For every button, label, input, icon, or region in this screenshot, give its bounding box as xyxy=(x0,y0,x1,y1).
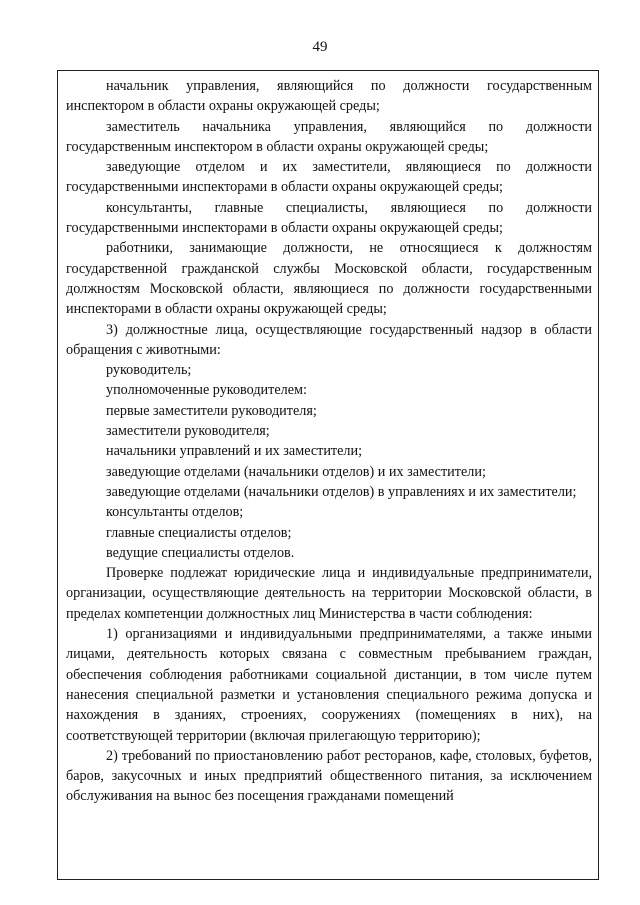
list-item: главные специалисты отделов; xyxy=(106,524,292,541)
paragraph: 3) должностные лица, осуществляющие государственный надзор в области обращения с животными: xyxy=(66,321,592,358)
list-item: начальники управлений и их заместители; xyxy=(106,443,363,460)
paragraph: 1) организациями и индивидуальными предпринимателями, а также иными лицами, деятельность которых связана с совместным пребыванием граждан, обеспечения соблюдения работниками социальной дистанции, в том числе путем нанесения специальной разметки и установления специального режима допуска и нахождения в зданиях, строениях, сооружениях (помещениях в них), на соответствующей территории (включая прилегающую территорию); xyxy=(66,626,592,744)
paragraph: консультанты, главные специалисты, являющиеся по должности государственными инспекторами в области охраны окружающей среды; xyxy=(66,199,592,237)
list-item: заместители руководителя; xyxy=(106,423,270,440)
list-item: первые заместители руководителя; xyxy=(106,402,317,419)
list-item: уполномоченные руководителем: xyxy=(106,382,307,399)
page-number: 49 xyxy=(312,39,328,55)
paragraph: работники, занимающие должности, не относящиеся к должностям государственной гражданской службы Московской области, государственным должностям Московской области, являющиеся по должности государственными инспекторами в области охраны окружающей среды; xyxy=(66,240,592,318)
list-item: руководитель; xyxy=(106,362,192,379)
list-item: консультанты отделов; xyxy=(106,504,244,521)
document-text-frame xyxy=(57,70,599,880)
paragraph: 2) требований по приостановлению работ ресторанов, кафе, столовых, буфетов, баров, закусочных и иных предприятий общественного питания, за исключением обслуживания на вынос без посещения гражданами помещений xyxy=(66,747,592,805)
paragraph: заведующие отделом и их заместители, являющиеся по должности государственными инспекторами в области охраны окружающей среды; xyxy=(66,159,592,196)
list-item: заведующие отделами (начальники отделов) и их заместители; xyxy=(106,463,486,480)
paragraph: начальник управления, являющийся по должности государственным инспектором в области охраны окружающей среды; xyxy=(66,78,592,115)
paragraph: заместитель начальника управления, являющийся по должности государственным инспектором в области охраны окружающей среды; xyxy=(66,118,592,155)
paragraph: Проверке подлежат юридические лица и индивидуальные предприниматели, организации, осуществляющие деятельность на территории Московской области, в пределах компетенции должностных лиц Министерства в части соблюдения: xyxy=(66,565,592,622)
list-item: заведующие отделами (начальники отделов) в управлениях и их заместители; xyxy=(106,483,577,500)
list-item: ведущие специалисты отделов. xyxy=(106,544,295,561)
